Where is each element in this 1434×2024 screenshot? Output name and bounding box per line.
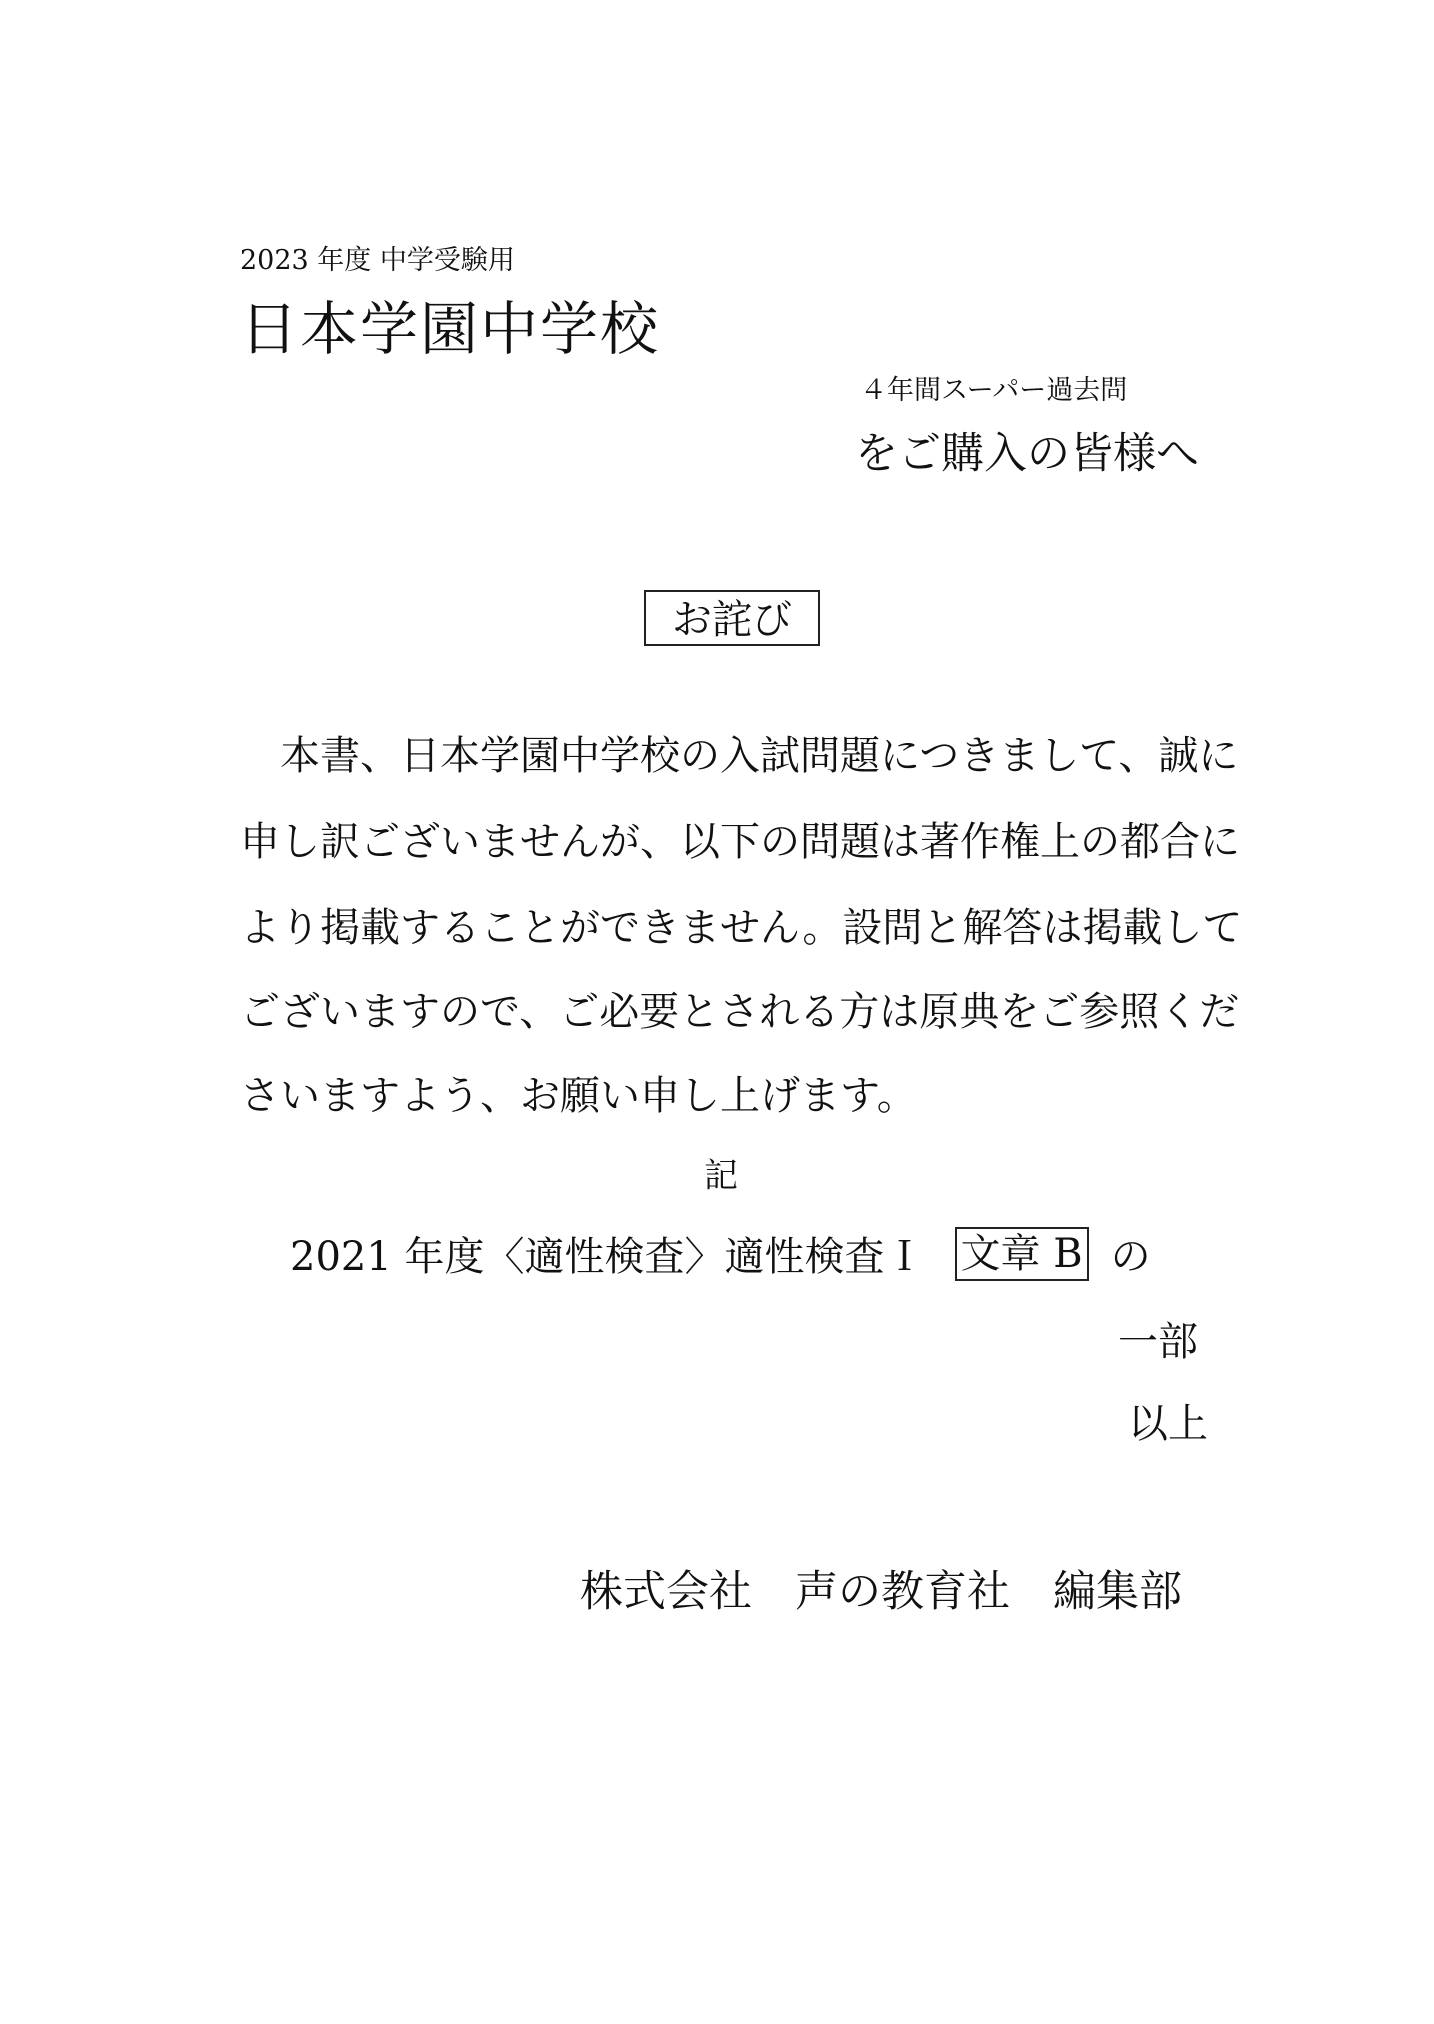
notice-body-line: 本書、日本学園中学校の入試問題につきまして、誠に bbox=[240, 733, 1239, 779]
ijo-closing: 以上 bbox=[1128, 1401, 1208, 1447]
excluded-item-continuation: 一部 bbox=[1118, 1319, 1198, 1365]
excluded-item-prefix: 2021 年度〈適性検査〉適性検査Ｉ bbox=[290, 1234, 925, 1280]
ki-heading: 記 bbox=[704, 1156, 738, 1196]
notice-body-line: ございますので、ご必要とされる方は原典をご参照くだ bbox=[240, 989, 1240, 1035]
publisher-signature: 株式会社 声の教育社 編集部 bbox=[580, 1567, 1182, 1617]
addressee: をご購入の皆様へ bbox=[855, 429, 1199, 479]
product-name: ４年間スーパー過去問 bbox=[860, 375, 1128, 406]
notice-body-line: より掲載することができません。設問と解答は掲載して bbox=[240, 905, 1243, 951]
notice-body-line: さいますよう、お願い申し上げます。 bbox=[240, 1073, 917, 1119]
excluded-item-boxed-label: 文章 B bbox=[955, 1227, 1089, 1281]
excluded-item bbox=[290, 1225, 1151, 1282]
year-label: 2023 年度 中学受験用 bbox=[240, 245, 515, 276]
apology-title: お詫び bbox=[644, 590, 820, 646]
notice-body-line: 申し訳ございませんが、以下の問題は著作権上の都合に bbox=[240, 819, 1240, 865]
excluded-item-suffix: の bbox=[1110, 1234, 1151, 1280]
school-name: 日本学園中学校 bbox=[240, 295, 661, 363]
